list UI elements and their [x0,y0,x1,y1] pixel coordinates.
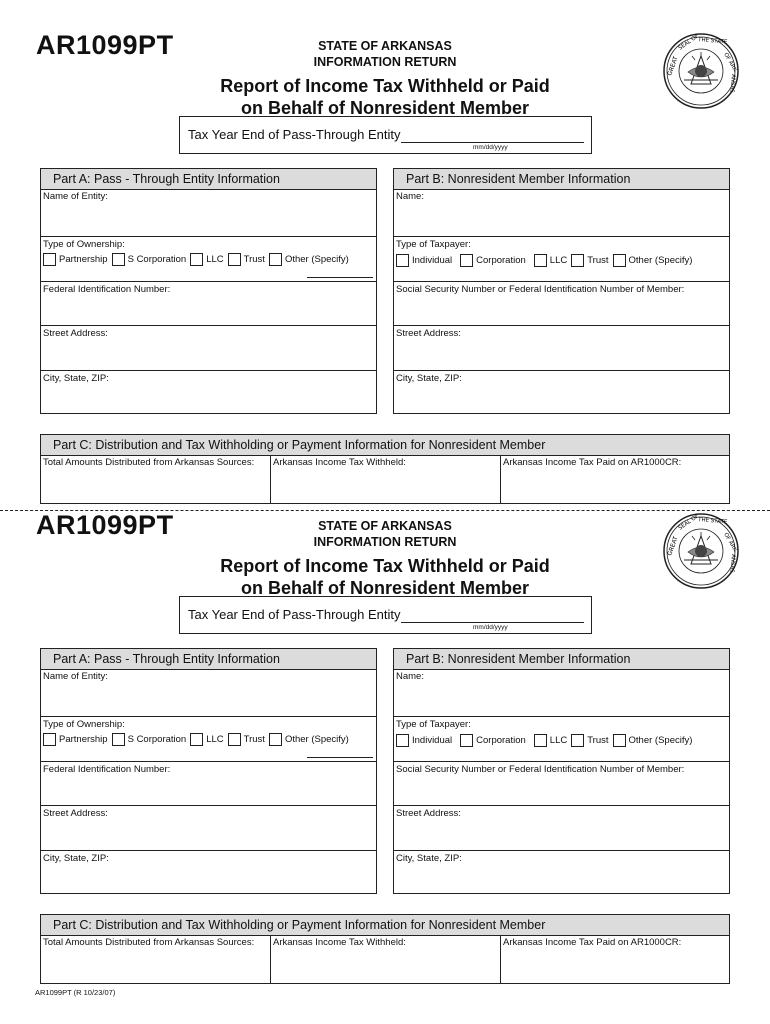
svg-text:THE STATE: THE STATE [697,37,728,46]
part-b-panel [393,168,730,414]
taxpayer-option-llc[interactable] [534,254,567,267]
member-street-field[interactable] [394,326,729,371]
taxpayer-option-other[interactable] [613,734,693,747]
ownership-other-specify-line[interactable] [307,757,373,758]
taxpayer-type-label: Type of Taxpayer: [396,719,471,730]
member-ssn-label: Social Security Number or Federal Identification Number of Member: [396,764,685,775]
checkbox-icon[interactable] [534,734,547,747]
tax-withheld-label: Arkansas Income Tax Withheld: [273,457,406,468]
form-title [180,75,590,119]
ownership-option-partnership[interactable] [43,253,108,266]
member-street-label: Street Address: [396,808,461,819]
ownership-options [43,253,353,266]
ownership-option-label: S Corporation [127,254,187,265]
entity-city-field[interactable] [41,851,376,893]
tax-year-label: Tax Year End of Pass-Through Entity [188,127,401,142]
form-copy-bottom [0,480,770,970]
tax-year-input[interactable] [401,142,584,143]
checkbox-icon[interactable] [112,733,125,746]
checkbox-icon[interactable] [460,254,473,267]
title-line-2: on Behalf of Nonresident Member [240,98,530,118]
part-a-panel [40,168,377,414]
taxpayer-option-corporation[interactable] [460,734,526,747]
ownership-option-partnership[interactable] [43,733,108,746]
checkbox-icon[interactable] [534,254,547,267]
ownership-option-other[interactable] [269,253,349,266]
entity-name-field[interactable] [41,189,376,237]
member-name-label: Name: [396,191,424,202]
entity-street-label: Street Address: [43,328,108,339]
checkbox-icon[interactable] [228,253,241,266]
part-b-heading: Part B: Nonresident Member Information [394,169,729,190]
state-name: STATE OF ARKANSAS [318,519,452,533]
taxpayer-type-field [394,717,729,762]
ownership-option-label: Other (Specify) [284,734,349,745]
part-a-panel [40,648,377,894]
entity-name-label: Name of Entity: [43,671,108,682]
federal-id-field[interactable] [41,762,376,806]
member-city-label: City, State, ZIP: [396,373,462,384]
taxpayer-option-trust[interactable] [571,254,608,267]
tax-year-format: mm/dd/yyyy [473,624,508,631]
total-distributed-label: Total Amounts Distributed from Arkansas Sources: [43,457,255,468]
taxpayer-type-label: Type of Taxpayer: [396,239,471,250]
taxpayer-option-label: Other (Specify) [628,255,693,266]
tax-withheld-field[interactable] [271,935,501,983]
taxpayer-option-label: LLC [549,735,568,746]
entity-city-field[interactable] [41,371,376,413]
svg-text:ANSAS: ANSAS [728,553,736,574]
checkbox-icon[interactable] [396,254,409,267]
ownership-option-other[interactable] [269,733,349,746]
taxpayer-option-label: Individual [412,735,453,746]
member-street-field[interactable] [394,806,729,851]
federal-id-label: Federal Identification Number: [43,284,171,295]
svg-text:OF ARK: OF ARK [722,532,738,553]
entity-name-field[interactable] [41,669,376,717]
taxpayer-option-label: Corporation [476,735,526,746]
checkbox-icon[interactable] [112,253,125,266]
tax-paid-field[interactable] [501,935,729,983]
ownership-option-label: LLC [206,734,224,745]
taxpayer-option-label: Corporation [476,255,526,266]
ownership-option-llc[interactable] [190,733,223,746]
svg-text:SEAL OF: SEAL OF [677,33,701,52]
state-header [300,518,470,550]
tax-year-input[interactable] [401,622,584,623]
taxpayer-option-label: LLC [549,255,568,266]
member-name-field[interactable] [394,669,729,717]
taxpayer-option-corporation[interactable] [460,254,526,267]
ownership-type-field [41,717,376,762]
taxpayer-option-label: Trust [587,255,609,266]
taxpayer-option-individual[interactable] [396,734,452,747]
return-type: INFORMATION RETURN [313,55,457,69]
return-type: INFORMATION RETURN [313,535,457,549]
ownership-option-s-corporation[interactable] [112,253,187,266]
member-ssn-label: Social Security Number or Federal Identification Number of Member: [396,284,685,295]
entity-city-label: City, State, ZIP: [43,853,109,864]
member-city-field[interactable] [394,371,729,413]
ownership-option-label: Partnership [59,734,108,745]
member-street-label: Street Address: [396,328,461,339]
member-city-field[interactable] [394,851,729,893]
entity-name-label: Name of Entity: [43,191,108,202]
entity-street-field[interactable] [41,326,376,371]
title-line-1: Report of Income Tax Withheld or Paid [220,556,550,576]
form-title [180,555,590,599]
taxpayer-option-label: Trust [587,735,609,746]
entity-street-field[interactable] [41,806,376,851]
form-copy-top [0,0,770,490]
ownership-options [43,733,353,746]
taxpayer-option-llc[interactable] [534,734,567,747]
tax-year-box [179,116,592,154]
tax-withheld-label: Arkansas Income Tax Withheld: [273,937,406,948]
member-ssn-field[interactable] [394,282,729,326]
svg-text:THE STATE: THE STATE [697,517,728,526]
part-a-heading: Part A: Pass - Through Entity Information [41,169,376,190]
state-name: STATE OF ARKANSAS [318,39,452,53]
member-name-label: Name: [396,671,424,682]
total-distributed-field[interactable] [41,935,271,983]
title-line-1: Report of Income Tax Withheld or Paid [220,76,550,96]
checkbox-icon[interactable] [190,253,203,266]
ownership-option-label: Trust [243,734,265,745]
ownership-type-field [41,237,376,282]
member-name-field[interactable] [394,189,729,237]
checkbox-icon[interactable] [43,253,56,266]
svg-text:ANSAS: ANSAS [728,73,736,94]
part-c-heading: Part C: Distribution and Tax Withholding or Payment Information for Nonresident Member [41,915,729,936]
member-ssn-field[interactable] [394,762,729,806]
taxpayer-option-label: Other (Specify) [628,735,693,746]
taxpayer-option-trust[interactable] [571,734,608,747]
form-number: AR1099PT [36,30,174,60]
ownership-option-label: Other (Specify) [284,254,349,265]
svg-text:GREAT: GREAT [666,535,680,557]
tax-paid-label: Arkansas Income Tax Paid on AR1000CR: [503,457,682,468]
checkbox-icon[interactable] [396,734,409,747]
checkbox-icon[interactable] [613,734,626,747]
entity-street-label: Street Address: [43,808,108,819]
form-revision: AR1099PT (R 10/23/07) [35,988,116,997]
part-c-panel [40,914,730,984]
federal-id-label: Federal Identification Number: [43,764,171,775]
ownership-option-label: S Corporation [127,734,187,745]
state-seal-icon [662,512,740,590]
part-c-heading: Part C: Distribution and Tax Withholding or Payment Information for Nonresident Member [41,435,729,456]
part-c-columns [41,935,729,983]
state-header [300,38,470,70]
form-number: AR1099PT [36,510,174,540]
svg-text:GREAT: GREAT [666,55,680,77]
tax-paid-label: Arkansas Income Tax Paid on AR1000CR: [503,937,682,948]
taxpayer-option-label: Individual [412,255,453,266]
checkbox-icon[interactable] [460,734,473,747]
checkbox-icon[interactable] [269,733,282,746]
ownership-option-trust[interactable] [228,253,265,266]
checkbox-icon[interactable] [613,254,626,267]
ownership-other-specify-line[interactable] [307,277,373,278]
taxpayer-option-other[interactable] [613,254,693,267]
checkbox-icon[interactable] [228,733,241,746]
checkbox-icon[interactable] [571,254,584,267]
checkbox-icon[interactable] [571,734,584,747]
ownership-option-label: Trust [243,254,265,265]
ownership-option-label: LLC [206,254,224,265]
title-line-2: on Behalf of Nonresident Member [240,578,530,598]
taxpayer-options [396,734,696,747]
checkbox-icon[interactable] [269,253,282,266]
ownership-option-s-corporation[interactable] [112,733,187,746]
checkbox-icon[interactable] [43,733,56,746]
tax-year-label: Tax Year End of Pass-Through Entity [188,607,401,622]
part-a-heading: Part A: Pass - Through Entity Information [41,649,376,670]
svg-text:OF ARK: OF ARK [722,52,738,73]
taxpayer-type-field [394,237,729,282]
checkbox-icon[interactable] [190,733,203,746]
tax-year-box [179,596,592,634]
member-city-label: City, State, ZIP: [396,853,462,864]
svg-text:SEAL OF: SEAL OF [677,513,701,532]
part-b-panel [393,648,730,894]
taxpayer-option-individual[interactable] [396,254,452,267]
federal-id-field[interactable] [41,282,376,326]
ownership-option-label: Partnership [59,254,108,265]
tax-year-format: mm/dd/yyyy [473,144,508,151]
ownership-option-trust[interactable] [228,733,265,746]
taxpayer-options [396,254,696,267]
total-distributed-label: Total Amounts Distributed from Arkansas Sources: [43,937,255,948]
entity-city-label: City, State, ZIP: [43,373,109,384]
state-seal-icon [662,32,740,110]
part-b-heading: Part B: Nonresident Member Information [394,649,729,670]
ownership-type-label: Type of Ownership: [43,719,125,730]
ownership-type-label: Type of Ownership: [43,239,125,250]
ownership-option-llc[interactable] [190,253,223,266]
